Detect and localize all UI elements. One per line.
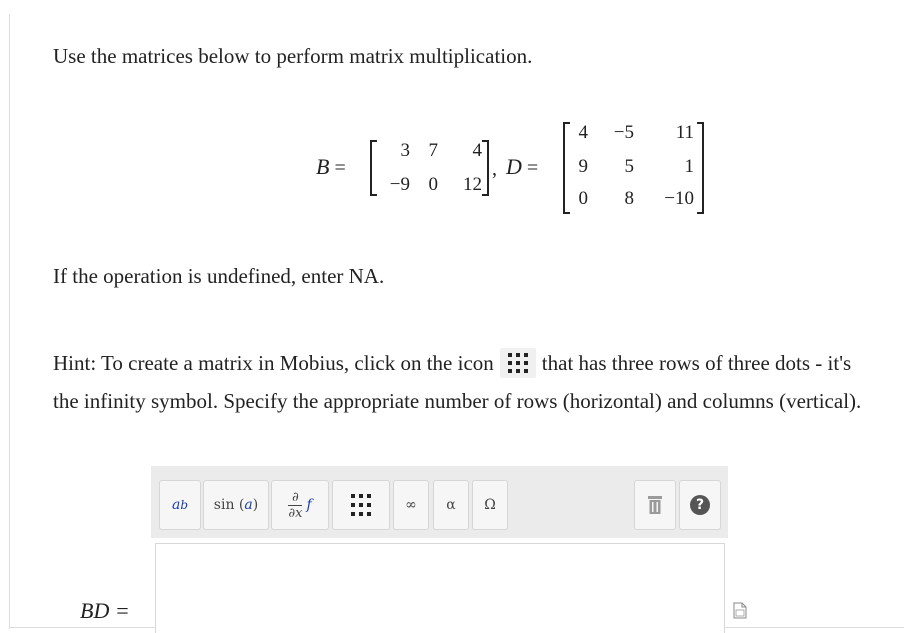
help-icon: ? — [690, 495, 710, 515]
matrix-b-cell: −9 — [389, 174, 410, 195]
derivative-numerator: ∂ — [292, 489, 299, 505]
help-button[interactable] — [679, 480, 721, 530]
matrix-dots-icon — [347, 491, 375, 519]
answer-input[interactable] — [155, 543, 725, 633]
matrix-b-left-bracket — [370, 140, 377, 196]
matrix-b-cell: 0 — [428, 174, 438, 195]
alpha-icon: α — [446, 497, 456, 513]
matrix-b-cell: 3 — [400, 140, 410, 161]
greek-alpha-button[interactable] — [433, 480, 469, 530]
hint-line-2: the infinity symbol. Specify the appropriate number of rows (horizontal) and columns (vertical). — [53, 389, 862, 413]
matrix-b-cell: 7 — [428, 140, 438, 161]
derivative-function: f — [306, 497, 312, 513]
function-arg: a — [244, 497, 253, 513]
answer-label: BD = — [80, 598, 130, 623]
derivative-button[interactable] — [271, 480, 329, 530]
undefined-note: If the operation is undefined, enter NA. — [53, 264, 385, 288]
hint-text-after: that has three rows of three dots - it's — [541, 351, 852, 375]
hint-text-before: Hint: To create a matrix in Mobius, click on the icon — [53, 351, 494, 375]
infinity-button[interactable] — [393, 480, 429, 530]
omega-icon: Ω — [484, 497, 496, 513]
matrix-icon — [500, 348, 536, 378]
matrix-d-cell: 11 — [675, 122, 694, 143]
matrix-d-cell: −5 — [613, 122, 634, 143]
function-name: sin — [213, 497, 235, 513]
matrix-d-cell: 5 — [624, 156, 634, 177]
hint-line-1 — [53, 348, 851, 378]
matrix-d-cell: 9 — [578, 156, 588, 177]
matrix-d-right-bracket — [697, 122, 704, 214]
comma: , — [492, 158, 497, 180]
matrix-d-cell: −10 — [664, 188, 694, 209]
function-button[interactable]: sin ( a ) — [203, 480, 269, 530]
greek-omega-button[interactable] — [472, 480, 508, 530]
matrix-b-label: B = — [316, 154, 346, 179]
matrix-d-cell: 8 — [624, 188, 634, 209]
matrix-b-right-bracket — [482, 140, 489, 196]
question-intro: Use the matrices below to perform matrix multiplication. — [53, 44, 533, 68]
matrix-d-cell: 0 — [578, 188, 588, 209]
matrix-d-cell: 1 — [684, 156, 694, 177]
superscript-base: a — [171, 497, 181, 513]
matrix-button[interactable] — [332, 480, 390, 530]
left-border — [9, 14, 10, 629]
derivative-denominator: ∂x — [288, 505, 303, 521]
superscript-exp: b — [180, 498, 189, 512]
matrix-b-cell: 4 — [472, 140, 482, 161]
infinity-icon: ∞ — [405, 497, 417, 513]
matrix-d-label: D = — [506, 154, 539, 179]
equation-toolbar — [151, 466, 728, 538]
trash-icon — [647, 495, 663, 515]
file-icon[interactable] — [733, 602, 747, 619]
superscript-button[interactable] — [159, 480, 201, 530]
matrix-d-cell: 4 — [578, 122, 588, 143]
clear-button[interactable] — [634, 480, 676, 530]
matrix-b-cell: 12 — [463, 174, 482, 195]
